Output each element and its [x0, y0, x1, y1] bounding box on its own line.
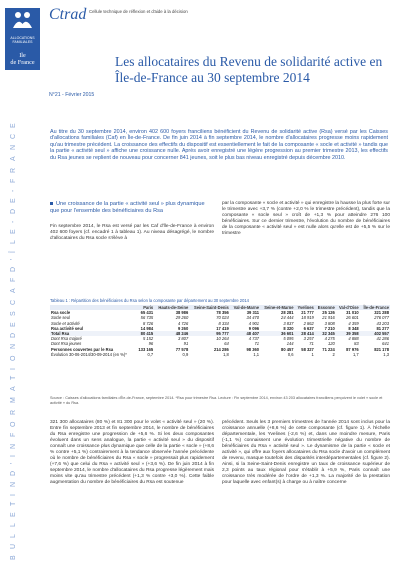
sidebar-letter: - — [10, 187, 17, 193]
sidebar-letter: N — [10, 341, 17, 350]
table-cell: 14 984 — [140, 325, 154, 331]
table-cell: 4 901 — [248, 320, 260, 326]
table-header-cell: Seine-et-Marne — [260, 305, 295, 310]
table-cell: 24 444 — [281, 315, 294, 321]
logo-caf-region: Ile de France — [10, 52, 35, 66]
table-header-cell: Essonne — [315, 305, 336, 310]
table-cell: 0,7 — [147, 351, 154, 357]
sidebar-letter: R — [10, 165, 17, 173]
table-cell: 4 275 — [324, 336, 335, 342]
sidebar-letter: E — [10, 319, 17, 327]
table-cell: Rsa socle — [51, 310, 71, 316]
table-cell: 7 210 — [324, 325, 335, 331]
table-cell: 1,1 — [253, 351, 260, 357]
table-cell: 3 808 — [324, 320, 335, 326]
table-cell: 56 735 — [140, 315, 154, 321]
table-cell: 3 807 — [177, 336, 189, 342]
table-cell: Dont Rsa jeunes — [51, 341, 82, 347]
table-cell: 1,3 — [383, 351, 389, 357]
sidebar-letter: A — [10, 154, 17, 162]
sidebar-letter: E — [10, 120, 17, 128]
table-cell: 38 986 — [175, 310, 189, 316]
table-header-cell: Paris — [136, 305, 155, 310]
table-cell: 39 311 — [246, 310, 260, 316]
table-cell: 402 557 — [360, 331, 390, 336]
body-left-text: 321 300 allocataires (80 %) et 81 300 pour le volet « activité seul » (20 %). Entre fin septembre 2013 et fin septembre 2014, le nombre de bénéficiaires du Rsa enregistre une progression de +5,6 %. Si les deux composantes évoluent dans un sens analogue, la partie « activité seul » du dispositif connaît une croissance plus dynamique que celle de la partie « socle » (+8,6 % contre +5,1 %) contrairement à la tendance observée l'année précédente où le nombre de bénéficiaires du Rsa « socle » progressait plus rapidement (+7,6 %) que celui du Rsa « activité seul » (+3,6 %). De fin juin 2014 à fin septembre 2014, le nombre d'allocataires du Rsa progresse légèrement mais moins vite qu'au trimestre précédent (+1,3 % contre +3,0 %). Cette faible augmentation du nombre de bénéficiaires du Rsa est soutenue — [50, 420, 214, 485]
sidebar-letter: A — [10, 384, 17, 392]
table-source: Source : Caisses d'allocations familiales d'Île-de-France, septembre 2014. *Rsa pour trimestre Rsa. Lecture : Fin septembre 2014, environ 43 203 allocataires franciliens perçoivent le volet « socle et activité » du Rsa. — [50, 396, 383, 405]
table-cell: 81 277 — [376, 325, 389, 331]
table-cell: 34 470 — [246, 315, 260, 321]
table-cell: 29 260 — [175, 315, 189, 321]
table-cell: 25 126 — [322, 310, 335, 316]
table-cell: 1,7 — [352, 351, 359, 357]
table-header-cell: Val-de-Marne — [230, 305, 260, 310]
table-cell: 3 837 — [283, 320, 294, 326]
section-highlight — [50, 201, 214, 214]
sidebar-letter: R — [10, 407, 17, 415]
table-cell: 83 — [354, 341, 359, 347]
table-cell: 0,6 — [287, 351, 294, 357]
highlight-text: Une croissance de la partie « activité seul » plus dynamique que pour l'ensemble des bénéficiaires du Rsa — [50, 201, 205, 214]
sidebar-letter: O — [10, 418, 17, 427]
table-cell: 6 637 — [303, 325, 314, 331]
sidebar-letter: O — [10, 353, 17, 362]
sidebar-letter: I — [10, 452, 17, 457]
table-body — [50, 310, 390, 357]
table-cell: Personnes couvertes par le Rsa — [51, 346, 114, 352]
table-cell: 41 286 — [376, 336, 389, 342]
table-cell: 36 601 — [260, 331, 295, 336]
table-cell: 58 327 — [301, 346, 314, 352]
bullet-icon — [50, 202, 53, 205]
table-cell: 98 360 — [246, 346, 260, 352]
table-cell: 26 601 — [346, 315, 359, 321]
table-cell: 64 — [224, 341, 229, 347]
table-header-cell: Val-d'Oise — [336, 305, 360, 310]
table-cell: 276 077 — [374, 315, 389, 321]
table-cell: 87 976 — [346, 346, 359, 352]
table-cell: Rsa activité seul — [51, 325, 84, 331]
sidebar-letter: D — [10, 330, 17, 339]
table-cell: 321 288 — [374, 310, 389, 316]
sidebar-letter: L — [10, 237, 17, 245]
sidebar-letter: M — [10, 395, 17, 404]
beneficiaries-table — [50, 305, 390, 357]
table-cell: 641 — [382, 341, 389, 347]
page-title: Les allocataires du Revenu de solidarité active en Île-de-France au 30 septembre 2014 — [115, 54, 383, 85]
table-cell: Socle seul — [51, 315, 70, 321]
table-cell: 8 348 — [348, 325, 359, 331]
brand-subtitle: Cellule technique de réflexion et d'aide à la décision — [89, 9, 188, 14]
sidebar-letter: E — [10, 226, 17, 235]
table-cell: 1,8 — [223, 351, 229, 357]
table-cell: 8 320 — [283, 325, 294, 331]
table-cell: 0,9 — [182, 351, 189, 357]
body-right-text: précédent. Seuls les 3 premiers trimestres de l'année 2014 sont inclus pour la croissance annuelle (+8,6 %) de cette composante (cf. figure 1). À l'échelle départementale, les Yvelines (-2,6 %) et, dans une moindre mesure, Paris (-1,1 %) connaissent une évolution trimestrielle négative du nombre de bénéficiaires du Rsa « activité seul ». Le dynamisme de la partie « socle et activité », qui offre aux foyers allocataires du Rsa socle d'avoir un complément de revenu, masque toutefois des disparités interdépartementales (cf. figure 2). Ainsi, si la Seine-Saint-Denis enregistre un taux de croissance supérieur de 2,3 points au taux régional pour s'établir à +5,9 %, Paris connaît une croissance très modérée de l'ordre de +1,3 %. La majorité de la prestation pour laquelle avec enfant(s) à charge ou à naître concerne — [222, 420, 390, 485]
table-cell: 43 203 — [376, 320, 389, 326]
table-cell: 4 888 — [348, 336, 359, 342]
sidebar-letter: C — [10, 131, 17, 140]
table-caption: Tableau 1 : Répartition des bénéficiaires du Rsa selon la composante par département au 30 septembre 2014 — [50, 298, 249, 303]
table-cell: 17 419 — [216, 325, 229, 331]
table-cell: 70 024 — [216, 315, 229, 321]
table-cell: 9 096 — [248, 325, 260, 331]
table-cell: 28 281 — [281, 310, 294, 316]
table-cell: 31 010 — [346, 310, 359, 316]
table-cell: 91 — [183, 341, 189, 347]
table-cell: 120 — [327, 341, 335, 347]
table-row — [50, 352, 390, 357]
sidebar-letter: L — [10, 531, 17, 538]
table-cell: 4 737 — [248, 336, 260, 342]
logo-org: ALLOCATIONS FAMILIALES — [10, 36, 35, 44]
brand-name: Ctrad — [49, 6, 87, 23]
sidebar-letter: - — [10, 218, 17, 224]
table-cell: 2 862 — [303, 320, 314, 326]
sidebar-letter: ' — [10, 460, 17, 465]
table-cell: 32 345 — [315, 331, 336, 336]
table-cell: 2 — [332, 351, 335, 357]
table-cell: 78 356 — [216, 310, 229, 316]
sidebar-letter: N — [10, 142, 17, 151]
table-cell: 4 726 — [177, 320, 189, 326]
sidebar-letter: N — [10, 479, 17, 488]
table-cell: 4 359 — [348, 320, 359, 326]
table-cell: 77 578 — [175, 346, 189, 352]
issue-number: N°21 - Février 2015 — [49, 92, 95, 98]
table-cell: 21 916 — [322, 315, 335, 321]
sidebar-letter: S — [10, 308, 17, 316]
table-cell: 5 152 — [142, 336, 154, 342]
sidebar-letter: L — [10, 520, 17, 528]
table-cell: 10 264 — [216, 336, 229, 342]
table-cell: 3 257 — [303, 336, 314, 342]
table-cell: 71 224 — [322, 346, 335, 352]
table-cell: 71 — [309, 341, 314, 347]
table-cell: 71 — [254, 341, 260, 347]
intro-paragraph: Au titre du 30 septembre 2014, environ 402 600 foyers franciliens bénéficient du Revenu de solidarité active (Rsa) versé par les Caisses d'allocations familiales (Caf) en Île-de-France. De fin juin 2014 à fin septembre 2014, le nombre d'allocataires progresse moins rapidement qu'au trimestre précédent. La croissance des effectifs du dispositif est essentiellement le fait de la composante « socle et activité » tandis que la partie « activité seul » affiche une croissance nulle. Après avoir enregistré une légère progression au premier trimestre 2013, les effectifs du Rsa jeunes se replient de nouveau pour concerner 841 jeunes, soit le plus bas niveau enregistré depuis décembre 2010. — [50, 129, 388, 161]
sidebar-letter: T — [10, 499, 17, 507]
sidebar-letter: U — [10, 541, 17, 549]
table-header-cell: Seine-Saint-Denis — [189, 305, 230, 310]
table-cell: 214 286 — [213, 346, 229, 352]
sidebar-letter: F — [10, 176, 17, 184]
sidebar-letter: A — [10, 286, 17, 294]
table-cell: 8 334 — [218, 320, 229, 326]
table-cell: 80 415 — [136, 331, 155, 336]
table-cell: 133 165 — [138, 346, 154, 352]
sidebar-letter: I — [10, 365, 17, 370]
table-cell: 144 — [286, 341, 294, 347]
sidebar-letter: Î — [10, 248, 17, 253]
table-cell: 80 457 — [281, 346, 294, 352]
table-cell: 8 726 — [142, 320, 154, 326]
sidebar-letter: F — [10, 430, 17, 438]
table-cell: 28 414 — [295, 331, 315, 336]
sidebar-letter: ' — [10, 256, 17, 261]
table-cell: 96 — [148, 341, 154, 347]
table-cell: Évolution 30-06-2014/30-09-2014 (en %)* — [51, 351, 127, 357]
sidebar-vertical-title — [10, 120, 30, 560]
table-cell: 1 — [311, 351, 314, 357]
table-header-cell: Île-de-France — [360, 305, 390, 310]
column-left-text: Fin septembre 2014, le Rsa est versé par les Caf d'Île-de-France à environ 402 600 foyers (cf. encadré 1 à tableau 1). Au niveau désagrégé, le nombre d'allocataires du Rsa socle s'élève à — [50, 224, 214, 241]
table-cell: 39 358 — [336, 331, 360, 336]
sidebar-letter: B — [10, 552, 17, 560]
caf-logo — [5, 8, 40, 70]
table-cell: 9 260 — [177, 325, 189, 331]
table-header-cell: Yvelines — [295, 305, 315, 310]
sidebar-letter: D — [10, 264, 17, 272]
table-cell: 5 095 — [283, 336, 294, 342]
table-cell: 48 407 — [230, 331, 260, 336]
sidebar-letter: C — [10, 297, 17, 305]
sidebar-letter: D — [10, 206, 17, 215]
family-icon — [10, 10, 35, 30]
table-cell: 821 178 — [374, 346, 389, 352]
sidebar-letter: E — [10, 195, 17, 204]
table-cell: Total Rsa — [50, 331, 136, 336]
sidebar — [0, 0, 42, 567]
sidebar-letter: F — [10, 275, 17, 283]
table-cell: 48 246 — [154, 331, 189, 336]
sidebar-letter: E — [10, 509, 17, 518]
sidebar-letter: N — [10, 440, 17, 449]
sidebar-letter: D — [10, 468, 17, 476]
table-cell: 18 919 — [301, 315, 314, 321]
table-cell: Socle et activité — [51, 320, 80, 326]
table-cell: 65 431 — [140, 310, 154, 316]
table-cell: 21 777 — [301, 310, 314, 316]
table-cell: Dont Rsa majoré — [51, 336, 82, 342]
table-header-cell: Hauts-de-Seine — [154, 305, 189, 310]
sidebar-letter: I — [10, 491, 17, 496]
sidebar-letter: T — [10, 373, 17, 381]
column-right-text: par la composante « socle et activité » qui enregistre la hausse la plus forte sur le trimestre avec +3,7 % (contre +2,0 % le trimestre précédent), tandis que la composante « socle seul » croît de +1,3 % pour atteindre 276 100 bénéficiaires. Sur ce dernier trimestre, l'évolution du nombre de bénéficiaires de la composante « activité seul » est nulle alors qu'elle est de +5,5 % sur le trimestre — [222, 201, 390, 236]
table-cell: 95 777 — [189, 331, 230, 336]
